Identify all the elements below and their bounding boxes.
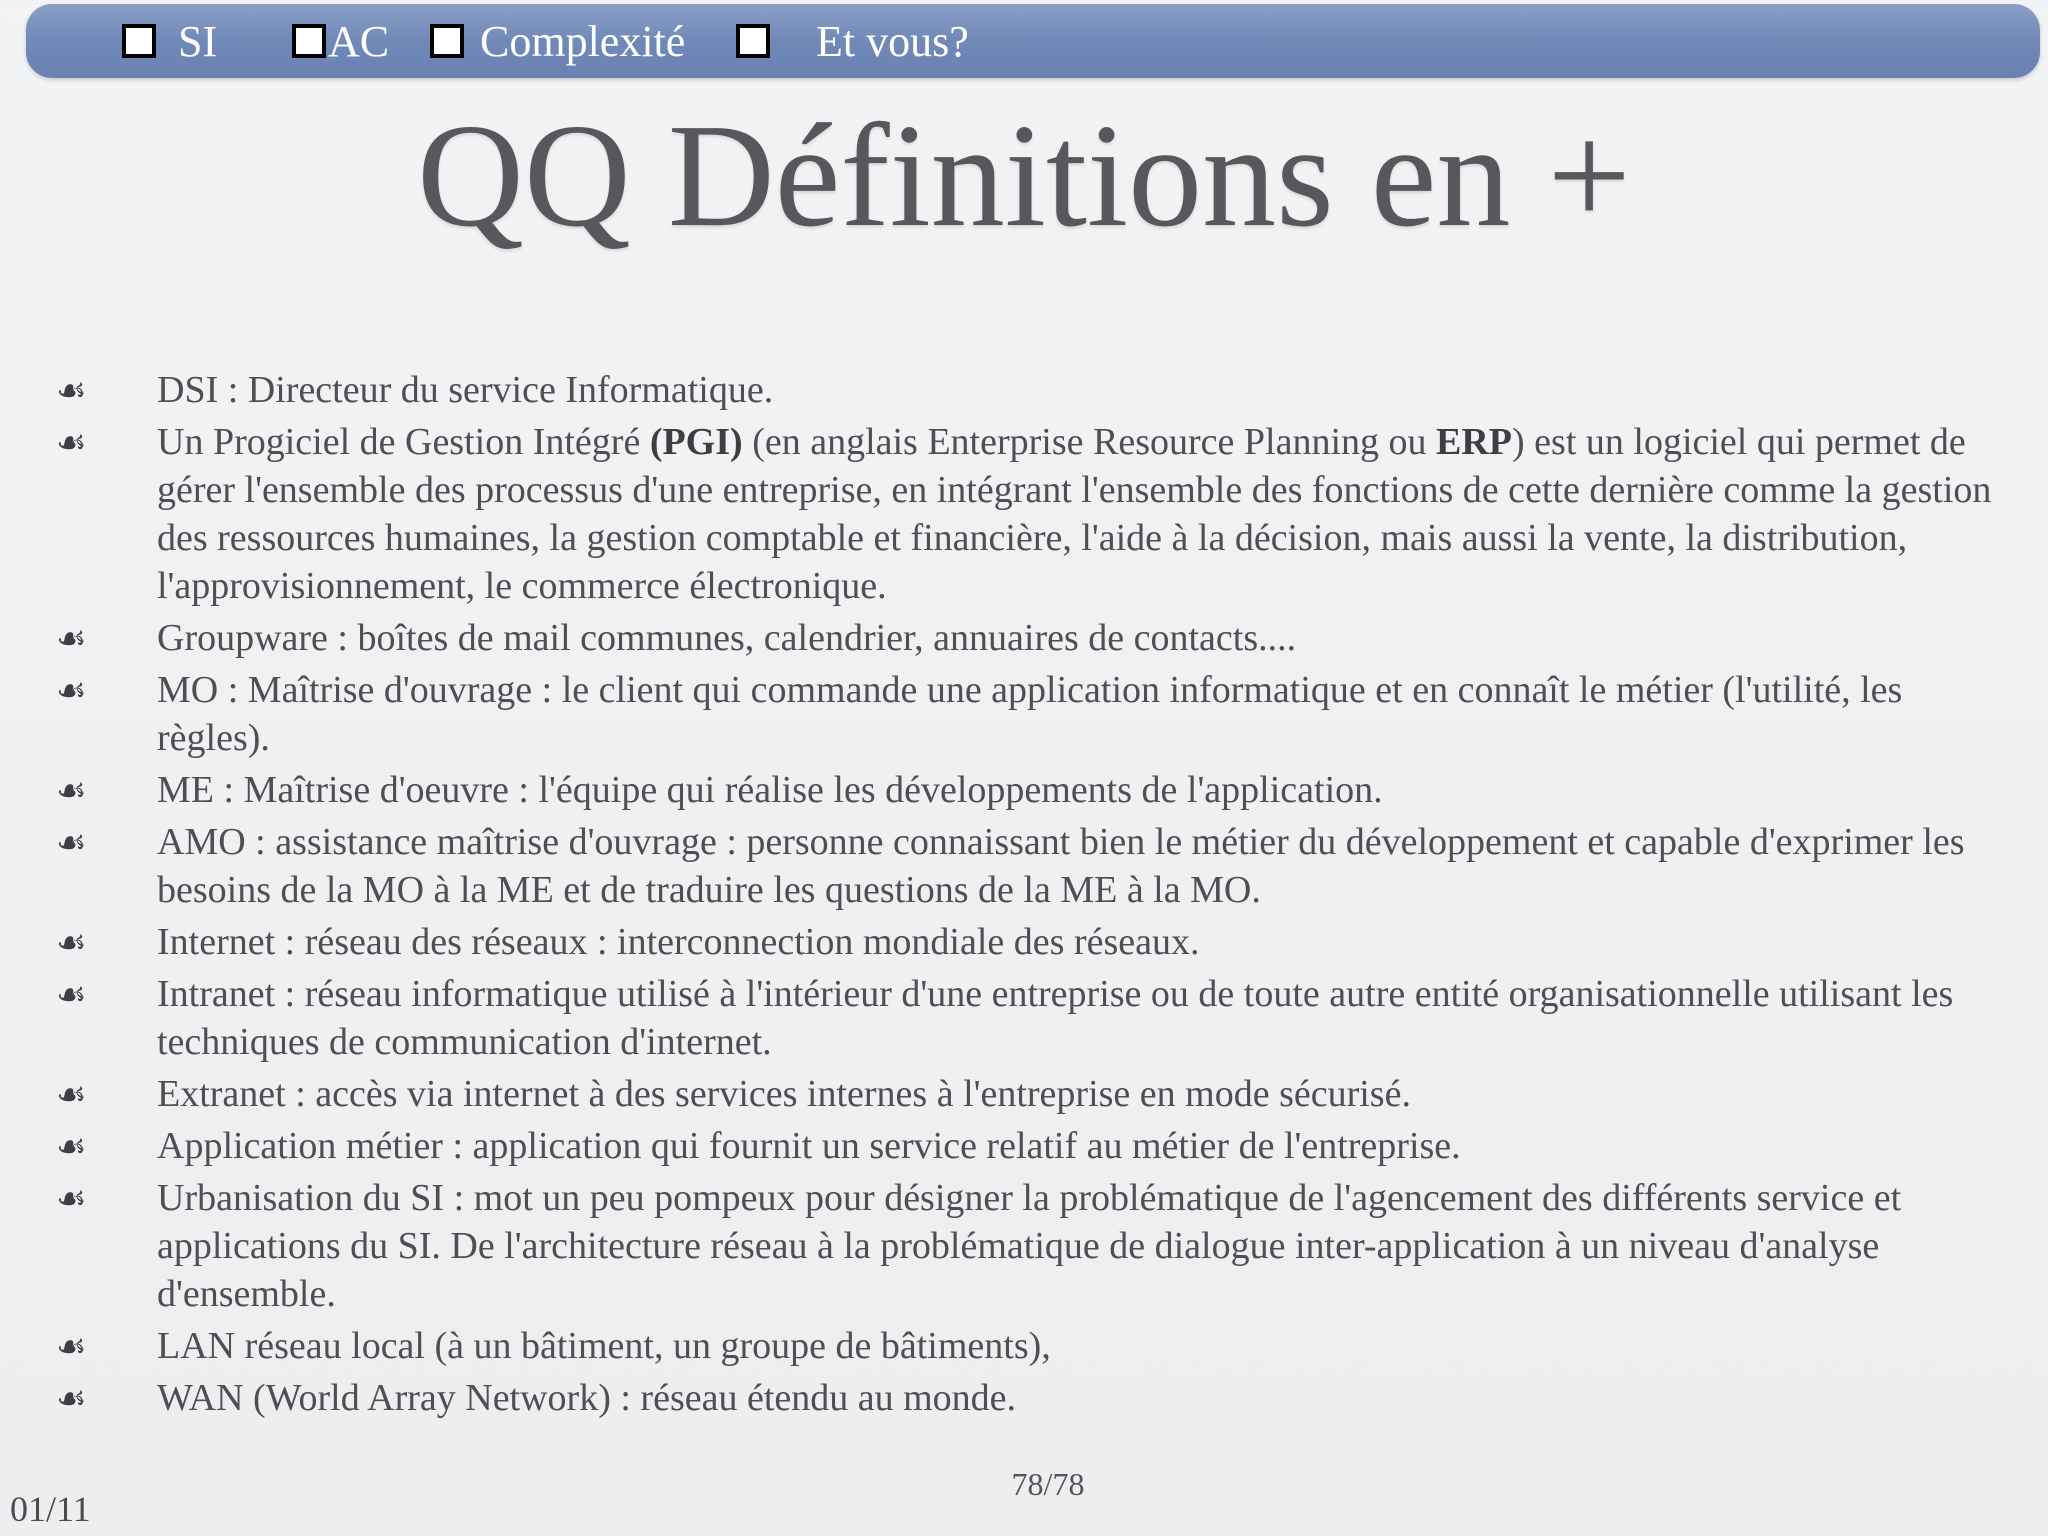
list-item-text: Groupware : boîtes de mail communes, calendrier, annuaires de contacts.... (157, 617, 1297, 659)
list-item-text: Extranet : accès via internet à des services internes à l'entreprise en mode sécurisé. (157, 1073, 1411, 1115)
fleuron-bullet-icon: ☙ (56, 425, 87, 462)
nav-item-et-vous[interactable] (736, 4, 969, 78)
list-item (56, 366, 2016, 414)
nav-item-ac[interactable] (292, 4, 389, 78)
page-number: 78/78 (1011, 1466, 1085, 1502)
fleuron-bullet-icon: ☙ (56, 373, 87, 410)
fleuron-bullet-icon: ☙ (56, 1129, 87, 1166)
text-segment: ) est un logiciel qui permet de gérer l'ensemble des processus d'une entreprise, en intégrant l'ensemble des fonctions de cette dernière comme la gestion des ressources humaines, la gestion comptable et financière, l'aide à la décision, mais aussi la vente, la distribution, l'approvisionnement, le commerce électronique. (157, 421, 1992, 607)
checkbox-et-vous[interactable] (736, 24, 770, 58)
list-item-text: MO : Maîtrise d'ouvrage : le client qui commande une application informatique et en connaît le métier (l'utilité, les règles). (157, 669, 1903, 759)
list-item-text: LAN réseau local (à un bâtiment, un groupe de bâtiments), (157, 1325, 1051, 1367)
list-item (56, 1322, 2016, 1370)
checkbox-ac[interactable] (292, 24, 326, 58)
slide-date: 01/11 (10, 1489, 91, 1529)
fleuron-bullet-icon: ☙ (56, 773, 87, 810)
nav-item-si[interactable] (122, 4, 217, 78)
bold-term: (PGI) (649, 421, 743, 463)
list-item-text (157, 421, 1991, 607)
list-item (56, 970, 2016, 1066)
list-item (56, 766, 2016, 814)
list-item-text: DSI : Directeur du service Informatique. (157, 369, 774, 411)
list-item-text: Internet : réseau des réseaux : interconnection mondiale des réseaux. (157, 921, 1200, 963)
list-item-text: WAN (World Array Network) : réseau étendu au monde. (157, 1377, 1017, 1419)
text-segment: Un Progiciel de Gestion Intégré (157, 421, 650, 463)
list-item (56, 1374, 2016, 1422)
nav-item-complexite[interactable] (430, 4, 685, 78)
list-item (56, 1122, 2016, 1170)
bold-term: ERP (1436, 421, 1513, 463)
list-item (56, 818, 2016, 914)
list-item-text: AMO : assistance maîtrise d'ouvrage : personne connaissant bien le métier du développement et capable d'exprimer les besoins de la MO à la ME et de traduire les questions de la ME à la MO. (157, 821, 1965, 911)
nav-label-complexite: Complexité (480, 16, 686, 66)
list-item (56, 614, 2016, 662)
nav-label-et-vous: Et vous? (816, 16, 969, 66)
nav-label-ac: AC (328, 16, 390, 66)
fleuron-bullet-icon: ☙ (56, 1329, 87, 1366)
fleuron-bullet-icon: ☙ (56, 1181, 87, 1218)
fleuron-bullet-icon: ☙ (56, 621, 87, 658)
list-item-text: Intranet : réseau informatique utilisé à l'intérieur d'une entreprise ou de toute autre entité organisationnelle utilisant les techniques de communication d'internet. (157, 973, 1954, 1063)
list-item-text: Urbanisation du SI : mot un peu pompeux pour désigner la problématique de l'agencement des différents service et applications du SI. De l'architecture réseau à la problématique de dialogue inter-application à un niveau d'analyse d'ensemble. (157, 1177, 1902, 1315)
list-item-text: ME : Maîtrise d'oeuvre : l'équipe qui réalise les développements de l'application. (157, 769, 1383, 811)
fleuron-bullet-icon: ☙ (56, 1381, 87, 1418)
top-navigation-bar (26, 4, 2040, 78)
fleuron-bullet-icon: ☙ (56, 1077, 87, 1114)
text-segment: (en anglais Enterprise Resource Planning ou (742, 421, 1437, 463)
list-item (56, 1174, 2016, 1318)
list-item (56, 918, 2016, 966)
checkbox-si[interactable] (122, 24, 156, 58)
definitions-list (56, 366, 2016, 1426)
nav-label-si: SI (178, 16, 218, 66)
list-item (56, 418, 2016, 610)
slide-title: QQ Définitions en + (417, 94, 1631, 258)
fleuron-bullet-icon: ☙ (56, 673, 87, 710)
list-item-text: Application métier : application qui fournit un service relatif au métier de l'entreprise. (157, 1125, 1461, 1167)
fleuron-bullet-icon: ☙ (56, 925, 87, 962)
list-item (56, 1070, 2016, 1118)
fleuron-bullet-icon: ☙ (56, 825, 87, 862)
fleuron-bullet-icon: ☙ (56, 977, 87, 1014)
checkbox-complexite[interactable] (430, 24, 464, 58)
list-item (56, 666, 2016, 762)
